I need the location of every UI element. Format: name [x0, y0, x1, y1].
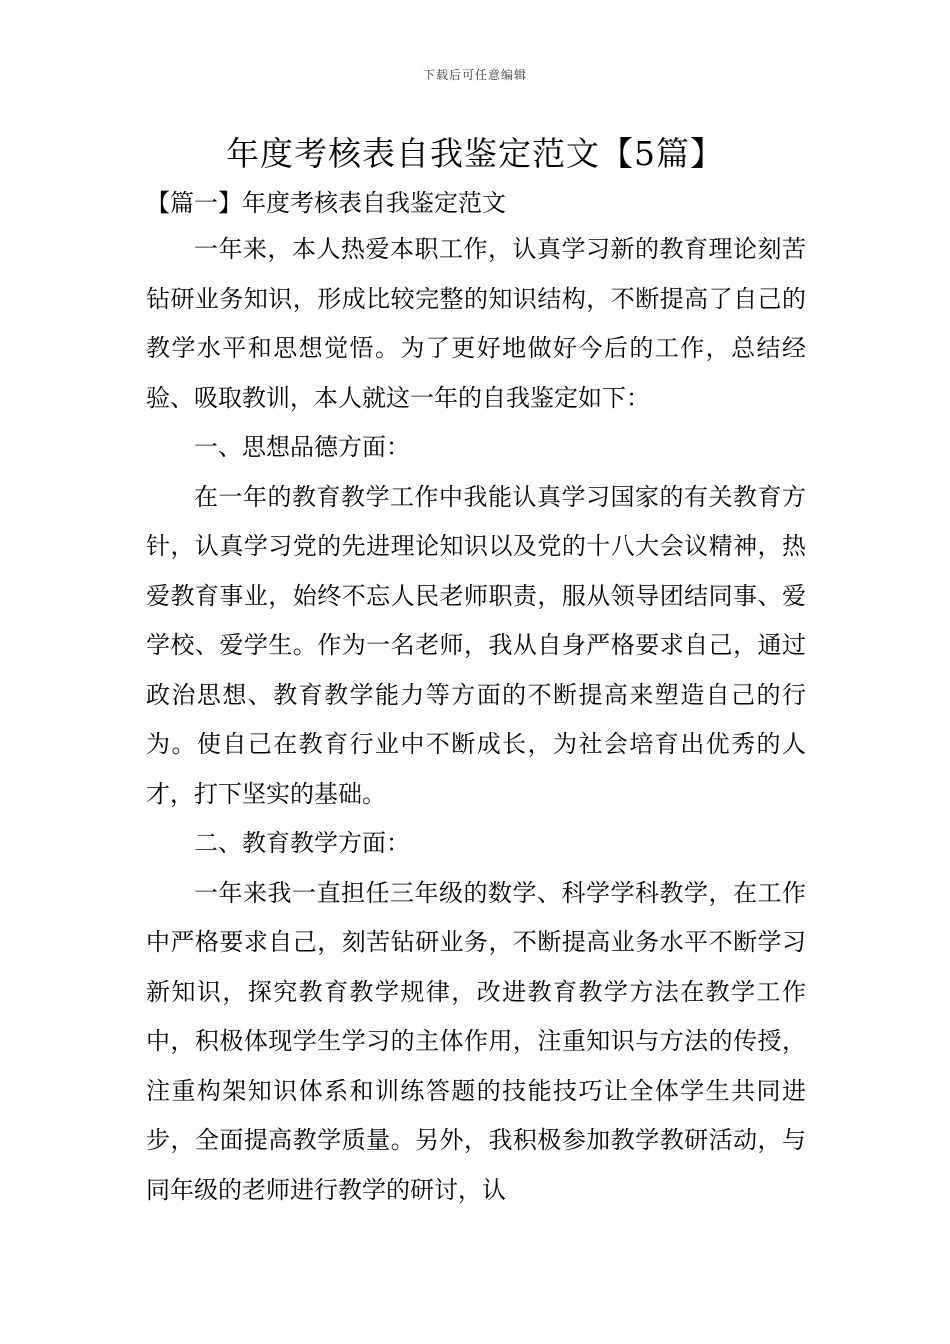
paragraph-ideology: 在一年的教育教学工作中我能认真学习国家的有关教育方针，认真学习党的先进理论知识以及党的十八大会议精神，热爱教育事业，始终不忘人民老师职责，服从领导团结同事、爱学校、爱学生。作为一名老师，我从自身严格要求自己，通过政治思想、教育教学能力等方面的不断提高来塑造自己的行为。使自己在教育行业中不断成长，为社会培育出优秀的人才，打下坚实的基础。 — [146, 482, 806, 808]
document-title: 年度考核表自我鉴定范文【5篇】 — [226, 134, 724, 173]
header-note: 下载后可任意编辑 — [422, 68, 527, 82]
paragraph-teaching: 一年来我一直担任三年级的数学、科学学科教学，在工作中严格要求自己，刻苦钻研业务，不断提高业务水平不断学习新知识，探究教育教学规律，改进教育教学方法在教学工作中，积极体现学生学习的主体作用，注重知识与方法的传授，注重构架知识体系和训练答题的技能技巧让全体学生共同进步，全面提高教学质量。另外，我积极参加教学教研活动，与同年级的老师进行教学的研讨，认 — [146, 878, 806, 1204]
paragraph-intro: 一年来，本人热爱本职工作，认真学习新的教育理论刻苦钻研业务知识，形成比较完整的知识结构，不断提高了自己的教学水平和思想觉悟。为了更好地做好今后的工作，总结经验、吸取教训，本人就这一年的自我鉴定如下： — [146, 235, 806, 412]
document-body — [146, 225, 806, 1215]
subheading-ideology: 一、思想品德方面： — [194, 433, 410, 461]
section-heading: 【篇一】年度考核表自我鉴定范文 — [146, 189, 506, 217]
subheading-teaching: 二、教育教学方面： — [194, 829, 410, 857]
